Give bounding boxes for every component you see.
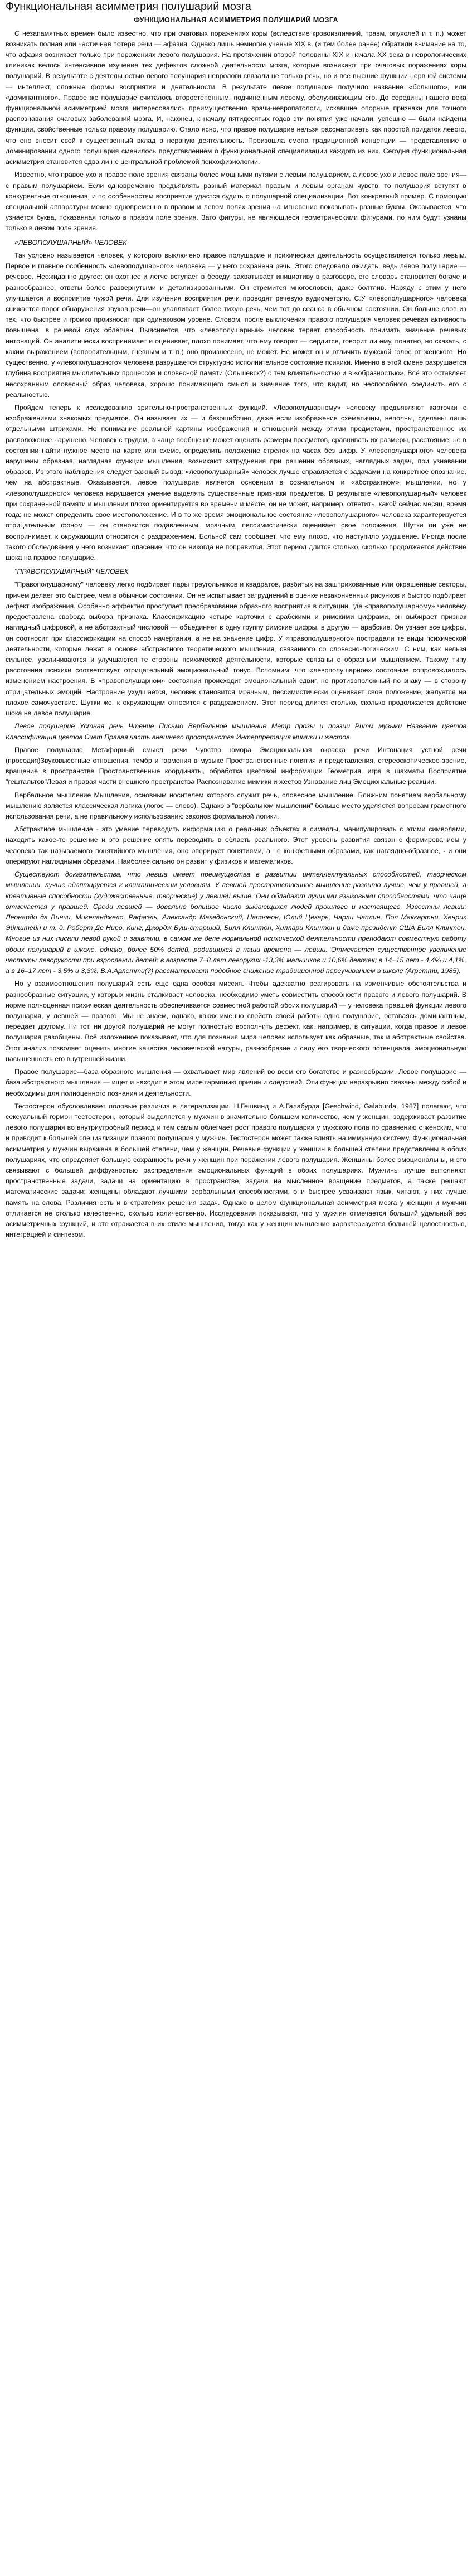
left-person-paragraph-2: Пройдем теперь к исследованию зрительно-пространственных функций. «Левополушарному» человеку предъявляют карточки с изображениями знакомых предметов. Он называет их — и безошибочно, даже если изображения схематичны, неполны, сделаны лишь отдельными штрихами. Но понимание реальной картины изображения и отношений между этими предметами, пространственное их расположение нарушено. Человек с трудом, а чаще вообще не может оценить размеры предметов, сравнивать их размеры, расстояние, не в состоянии найти нужное место на карте или схеме, определить положение стрелок на часах без цифр. У «левополушарного» человека нарушены образная, наглядная функции мышления, возникают затруднения при решении образных, наглядных задач, при узнавании образов. Из этого наблюдения следует важный вывод: «левополушарный» человек лучше справляется с задачами на конкретное опознание, чем на абстрактные. Оказывается, левое полушарие является основным в сознательном и «абстрактном» мышлении, но у «левополушарного» человека нарушается умение выделять существенные признаки предметов. В результате «левополушарный» человек при сохраненной памяти и мышлении плохо ориентируется во времени и месте, он не может, например, ответить, какой сейчас месяц, время года; не может определить свое местоположение. И в то же время эмоциональное состояние «левополушарного» человека характеризуется отрицательным фоном — он становится подавленным, мрачным, пессимистически оценивает свое положение. Шутки он уже не воспринимает, к окружающим относится с раздражением. Больной сам сообщает, что ему плохо, что наступило ухудшение. Иногда после такого обследования у него возникает опасение, что он никогда не поправится. Этот период длится столько, сколько продолжается действие шока на правое полушарие. — [6, 403, 466, 562]
right-person-paragraph-1: "Правополушарному" человеку легко подбирает пары треугольников и квадратов, разбитых на заштрихованные или окрашенные секторы, причем делает это быстрее, чем в обычном состоянии. Он не испытывает затруднений в оценке незаконченных рисунков и быстро подбирает дефект изображения. Особенно эффектно проступает преобразование образного восприятия в ситуации, где «правополушарному» человеку предоставлена свобода выбора признака. Классификацию четыре карточки с арабскими и римскими цифрами, он выбирает признак наглядный цифровой, а не абстрактный числовой — объединяет в одну группу римские цифры, в другую — арабские. Он узнает все цифры, он соотносит при классификации на способ начертания, а не на значение цифр. У «правополушарного» пострадали те виды психической деятельности, которые лежат в основе абстрактного теоретического мышления, связанного со словесно-логическим. С ним, как нельзя сильнее, увеличиваются и улучшаются те стороны психической деятельности, которые связаны с образным мышлением. Такому типу расстояния психики соответствует отрицательный эмоциональный тонус. Вспомним: что «левополушарное» состояние сопровождалось изменением настроения. В «правополушарном» состоянии происходит эмоциональный сдвиг, но противоположный по знаку — в сторону отрицательных эмоций. Настроение ухудшается, человек становится мрачным, пессимистически оценивает свое положение, жалуется на плохое самочувствие. Шутки же, к окружающим относится с раздражением. Этот период длится столько, сколько продолжается действие шока на левое полушарие. — [6, 580, 466, 718]
hemisphere-summary-paragraph: Правое полушарие—база образного мышления — охватывает мир явлений во всем его богатстве и разнообразии. Левое полушарие — база абстрактного мышления — ищет и находит в этом мире гармонию причин и следствий. Эти функции неразрывно связаны между собой и необходимы для полноценного познания и деятельности. — [6, 1068, 466, 1097]
intro-paragraph-2: Известно, что правое ухо и правое поле зрения связаны более мощными путями с левым полушарием, а левое ухо и левое поле зрения—с правым полушарием. Если одновременно предъявлять разный материал правым и левым органам чувств, то полушария вступят в конкурентные отношения, и по особенностям восприятия удастся судить о полушарной специализации. Вот конкретный пример. С помощью специальной аппаратуры можно одновременно в правом и левом полях зрения на мгновение показывать разные буквы. Оказывается, что узнается буква, показанная только в правом поле зрения. Зато фигуры, не являющиеся геометрическими фигурами, по ним будут узнаны только в левом поле зрения. — [6, 171, 466, 233]
testosterone-paragraph: Тестостерон обусловливает половые различия в латерализации. Н.Гешвинд и А.Галабурда [Geschwind, Galaburda, 1987] полагают, что сексуальный гормон тестостерон, который выделяется у мужчин в значительно большем количестве, чем у женщин, задерживает развитие левого полушария во внутриутробный период и тем самым облегчает рост правого полушария у мужского пола по сравнению с женским, что и приводит к большей специализации правого полушария у мужчин. Тестостерон может также влиять на иммунную систему. Функциональная асимметрия у мужчин выражена в большей степени, чем у женщин. Речевые функции у женщин в большей степени представлены в обоих полушариях, что определяет большую сохранность речи у женщин при поражении левого полушария. Женщины более эмоциональны, и это связывают с большей диффузностью распределения эмоциональных функций в обоих полушариях. Мужчины лучше выполняют пространственные задачи, задачи на ориентацию в пространстве, задачи на мысленное вращение предметов, а также решают математические задачи; женщины обладают лучшими вербальными способностями, они быстрее усваивают язык, читают, у них лучше память на слова. Различия есть и в стратегиях решения задач. Однако в целом функциональная асимметрия мозга у женщин и мужчин отличается не столько качественно, сколько количественно. Исследования показывают, что у мужчин отмечается больший удельный вес асимметричных функций, и это отражается в их стиле мышления, тогда как у женщин мышление характеризуется большей целостностью, интеграцией и синтезом. — [6, 1102, 466, 1239]
left-handedness-paragraph: Существуют доказательства, что левша имеет преимущества в развитии интеллектуальных способностей, творческом мышлении, лучше адаптируется к климатическим условиям. У левшей пространственное мышление развито лучше, чем у правшей, а креативные способности (художественные, творческие) у левшей выше. Они обладают лучшими языковыми способностями, что чаще отмечается у правшей. Среди левшей — довольно большое число выдающихся людей прошлого и настоящего. Известны левши: Леонардо да Винчи, Микеланджело, Рафаэль, Александр Македонский, Наполеон, Юлий Цезарь, Чарли Чаплин, Пол Маккартни, Хенрик Эйнштейн и т. д. Роберт Де Ниро, Кинг, Джордж Буш-старший, Билл Клинтон, Хиллари Клинтон и даже президент США Билл Клинтон. Многие из них писали левой рукой и заявляли, в самом же деле нормальной психической деятельности преподают совместную работу обоих полушарий в школе, однако, более 50% детей, родившихся в наши времена — левши. Отмечается существенное увеличение частоты леворукости при взрослении детей: в возрасте 7–8 лет леворуких -13,3% мальчиков и 10,6% девочек; в 14–15 лет - 4,4% и 4,1%, а в 16–17 лет - 3,5% и 3,3%. В.А.Арлетти(?) рассматривает подобное снижение традиционной переучиванием в школе (Arpeтти, 1985). — [6, 870, 466, 975]
document-subtitle: ФУНКЦИОНАЛЬНАЯ АСИММЕТРИЯ ПОЛУШАРИЙ МОЗГА — [134, 16, 338, 24]
abstract-thinking-definition: Абстрактное мышление - это умение переводить информацию о реальных объектах в символы, манипулировать с этими символами, находить какое-то решение и это решение опять переводить в область реального. Этот уровень развития связан с формированием у человека так называемого понятийного мышления, оно оперирует понятиями, а не конкретными образами, как наглядно-образное, - и они оперируют наглядными образами. Наиболее сильно он развит у физиков и математиков. — [6, 825, 466, 865]
document-title: Функциональная асимметрия полушарий мозга — [6, 1, 251, 13]
section-heading-right-hemisphere-person: "ПРАВОПОЛУШАРНЫЙ" ЧЕЛОВЕК — [14, 568, 129, 576]
hemisphere-interaction-paragraph: Но у взаимоотношения полушарий есть еще одна особая миссия. Чтобы адекватно реагировать на изменчивые обстоятельства и разнообразные ситуации, у которых жизнь сталкивает человека, необходимо уметь совместить способности правого и левого полушарий. В норме полноценная психическая деятельность обеспечивается совместной работой обоих полушарий — у человека правшей функции левого полушария, у левшей — правого. Мы не знаем, однако, каких именно свойств своей работы одно полушарие, оставаясь доминантным, передает другому. Ни тот, ни другой полушарий не могут полностью восполнить дефект, как, например, в ситуации, когда правое и левое полушария разобщены. Всё изложенное показывает, что для познания мира человек использует как образные, так и абстрактные свойства. Этот анализ позволяет оценить многие качества человеческой натуры, разнообразие и силу его творческого потенциала, эмоциональную насыщенность его внутренней жизни. — [6, 980, 466, 1063]
left-person-paragraph-1: Так условно называется человек, у которого выключено правое полушарие и психическая деятельность осуществляется только левым. Первое и главное особенность «левополушарного» человека — у него сохранена речь. Этого следовало ожидать, ведь левое полушарие — речевое. Неожиданно другое: он охотнее и легче вступает в беседу, захватывает инициативу в разговоре, его словарь становится богаче и разнообразнее, ответы более развернутыми и детализированными. Он стремится многословен, даже болтлив. Наряду с этим у него улучшается и восприятие чужой речи. Для изучения восприятия речи проводят речевую аудиометрию. С.У «левополушарного» человека снижается порог обнаружения звуков речи—он улавливает более тихую речь, чем тот до сеанса в обычном состоянии. Он больше слов из тех, что быстрее и громко произносит при одинаковом уровне. Словом, после выключения правого полушария человек речевая активность повышена, в речевой слух облегчен. Выясняется, что «левополушарный» человек теряет способность понимать значение речевых интонаций. Он аналитически воспринимает и оценивает, плохо понимает, что ему говорят — сердится, говорит ли ему, понятно, но сказать, с каким выражением (вопросительным, гневным и т. п.) оно произнесено, не может. Не может он и отличить мужской голос от женского. Но существенно, у «левополушарного» человека разрушается структурно исполнительное состояние психики. Именно в этой смене разрушается глубина восприятия мыслительных процессов и словесной памяти (Ольшевск?) с тем влиятельностью и в «образностью». Всё это оставляет несохранным словесный образ человека, хорошо понимающего смысл и значение того, что видит, но неспособного соединить его с реальностью. — [6, 251, 466, 399]
left-hemisphere-functions-list: Левое полушарие Устная речь Чтение Письмо Вербальное мышление Метр прозы и поэзии Ритм музыки Название цветов Классификация цветов Счет Правая часть внешнего пространства Интерпретация мимики и жестов. — [6, 722, 466, 741]
verbal-thinking-definition: Вербальное мышление Мышление, основным носителем которого служит речь, словесное мышление. Ближним понятием вербальному мышлению является классическая логика (логос — слово). Однако в "вербальном мышлении" больше место уделяется вопросам грамотного использования речи, а не правильному использованию законов формальной логики. — [6, 791, 466, 821]
section-heading-left-hemisphere-person: «ЛЕВОПОЛУШАРНЫЙ» ЧЕЛОВЕК — [14, 238, 127, 246]
right-hemisphere-functions-list: Правое полушарие Метафорный смысл речи Чувство юмора Эмоциональная окраска речи Интонация устной речи (просодия)Звуковысотные отношения, тембр и гармония в музыке Пространственные понятия и представления, стереоскопическое зрение, вращение в пространстве Пространственные координаты, обработка цветовой информации Геометрия, игра в шахматы Восприятие "гештальтов"Левая и правая части внешнего пространства Распознавание мимики и жестов Узнавание лиц Эмоциональные реакции. — [6, 745, 466, 786]
intro-paragraph-1: С незапамятных времен было известно, что при очаговых поражениях коры (вследствие кровоизлияний, травм, опухолей и т. п.) может возникать полная или частичная потеря речи — афазия. Однако лишь немногие ученые XIX в. (и тем более ранее) обратили внимание на то, что афазия возникает только при поражениях левого полушария. На протяжении второй половины XIX и начала XX века в неврологических клиниках велось интенсивное изучение тех дефектов сложной деятельности мозга, которые возникают при очаговых поражениях коры полушарий. В результате с деятельностью левого полушария неврологи связали не только речь, но и все высшие функции нервной системы — интеллект, сложные формы восприятия и деятельности. В результате левое полушарие получило название «большого», или «доминантного». Правое же полушарие считалось второстепенным, подчиненным левому, обслуживающим его. До середины нашего века функциональной асимметрией мозга интересовались преимущественно врачи-невропатологи, искавшие опорные признаки для точного распознавания очаговых заболеваний мозга. И, наконец, к началу пятидесятых годов эти понятия уже начали, успешно — были найдены функции, свойственные только правому полушарию. Стало ясно, что правое полушарие нельзя рассматривать как простой придаток левого, что оно вносит свой к существенный вклад в нервную деятельность. Произошла смена традиционной концепции — представление о доминировании одного полушария сменилось представлением о функциональной специализации каждого из них. Сегодня функциональная асимметрия становится едва ли не центральной проблемой психофизиологии. — [6, 29, 466, 166]
